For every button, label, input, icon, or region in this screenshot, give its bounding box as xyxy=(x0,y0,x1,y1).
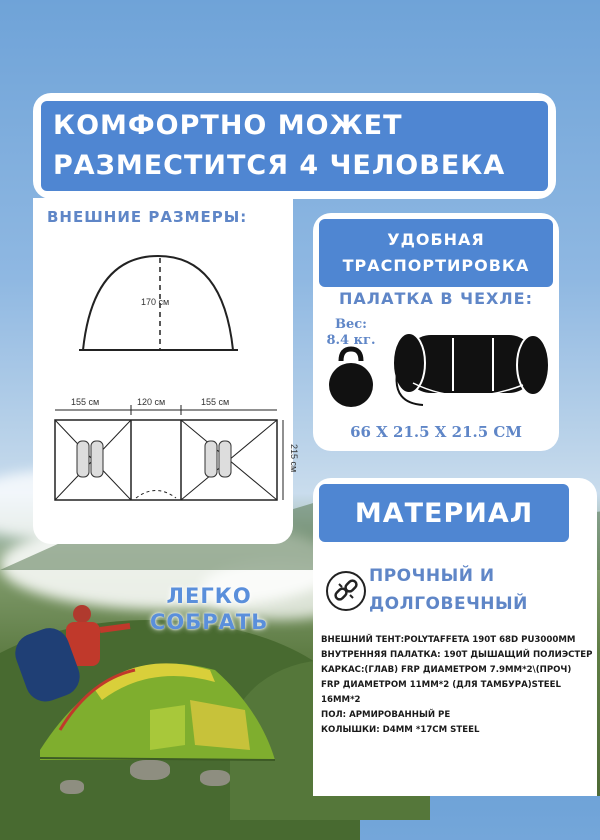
dimensions-card xyxy=(33,198,299,544)
header-card xyxy=(33,93,556,199)
kettlebell-icon xyxy=(329,349,373,407)
width-label-left: 155 см xyxy=(71,397,100,407)
bag-dimensions: 66 X 21.5 X 21.5 CM xyxy=(350,423,522,441)
spec-line: ВНУТРЕННЯЯ ПАЛАТКА: 190T ДЫШАЩИЙ ПОЛИЭСТЕР xyxy=(321,650,593,660)
header-banner xyxy=(41,101,548,191)
transport-line-1: УДОБНАЯ xyxy=(387,230,485,249)
header-line-2: РАЗМЕСТИТСЯ 4 ЧЕЛОВЕКА xyxy=(53,150,506,181)
weight-line-1: Вес: xyxy=(335,317,367,332)
height-label: 170 см xyxy=(141,297,170,307)
transport-line-2: ТРАСПОРТИРОВКА xyxy=(342,256,530,275)
transport-card xyxy=(313,213,559,451)
durable-line-2: ДОЛГОВЕЧНЫЙ xyxy=(369,594,528,614)
carry-bag-illustration xyxy=(313,313,559,423)
easy-line-2: СОБРАТЬ xyxy=(150,610,269,634)
easy-line-1: ЛЕГКО xyxy=(166,584,252,608)
tent-dimension-diagram xyxy=(33,198,299,538)
durable-line-1: ПРОЧНЫЙ И xyxy=(369,566,495,586)
dimensions-title: ВНЕШНИЕ РАЗМЕРЫ: xyxy=(47,208,248,226)
transport-banner xyxy=(319,219,553,287)
tent-bag-icon xyxy=(393,333,549,405)
spec-line: ПОЛ: АРМИРОВАННЫЙ PE xyxy=(321,710,451,720)
depth-label: 215 см xyxy=(289,444,299,473)
weight-line-2: 8.4 кг. xyxy=(326,333,376,348)
header-line-1: КОМФОРТНО МОЖЕТ xyxy=(53,110,403,141)
broken-chain-icon xyxy=(325,570,367,612)
width-label-right: 155 см xyxy=(201,397,230,407)
durable-label xyxy=(369,562,528,618)
spec-line: ВНЕШНИЙ ТЕНТ:POLYTAFFETA 190T 68D PU3000MM xyxy=(321,635,576,645)
tent-photo xyxy=(0,600,300,780)
width-label-middle: 120 см xyxy=(137,397,166,407)
bag-title: ПАЛАТКА В ЧЕХЛЕ: xyxy=(339,289,533,308)
material-card xyxy=(313,478,597,796)
spec-line: КАРКАС:(ГЛАВ) FRP ДИАМЕТРОМ 7.9MM*2\(ПРОЧ) FRP ДИАМЕТРОМ 11MM*2 (ДЛЯ ТАМБУРА)STEEL 16MM*2 xyxy=(321,665,572,705)
spec-line: КОЛЫШКИ: D4MM *17CM STEEL xyxy=(321,725,480,735)
material-banner: МАТЕРИАЛ xyxy=(319,484,569,542)
material-specs xyxy=(321,633,593,738)
